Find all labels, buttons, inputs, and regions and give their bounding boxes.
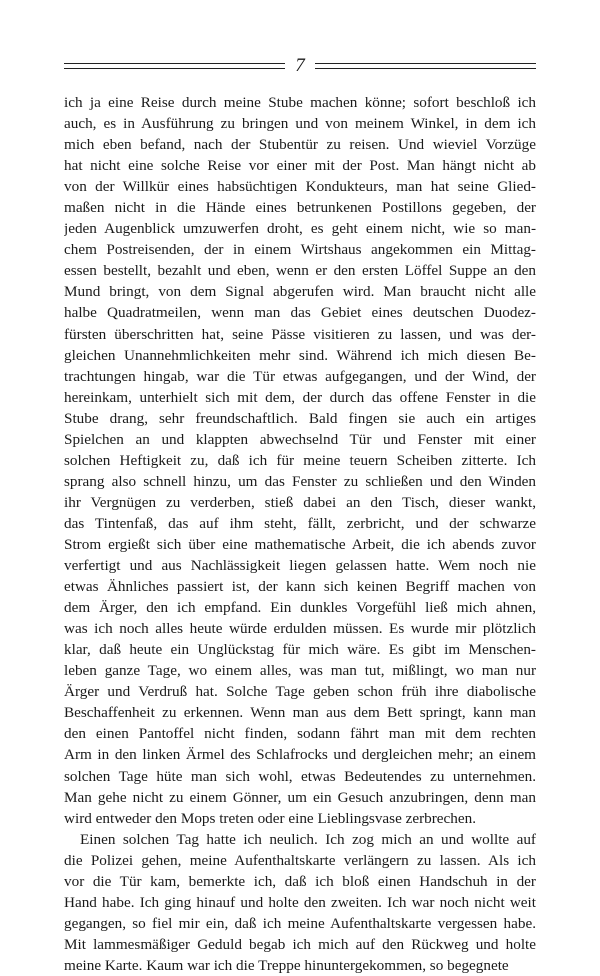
text-line: klar, daß heute ein Unglückstag für mich wäre. Es gibt im Menschen- [64,641,536,659]
text-line: jeden Augenblick umzuwerfen droht, es geht einem nicht, wie so man- [64,220,536,238]
text-line: Hand habe. Ich ging hinauf und holte den zweiten. Ich war noch nicht weit [64,893,536,911]
header-rule-left [64,63,285,69]
text-line: Mund bringt, von dem Signal abgerufen wird. Man braucht nicht alle [64,283,536,301]
text-line: Stube drang, sehr freundschaftlich. Bald fingen sie auch ein artiges [64,409,536,427]
text-line: das Tintenfaß, das auf ihm steht, fällt, zerbricht, und der schwarze [64,514,536,532]
text-line: chem Postreisenden, der in einem Wirtshaus angekommen ein Mittag- [64,241,536,259]
text-line: verfertigt und aus Nachlässigkeit liegen gelassen hatte. Wem noch nie [64,557,536,575]
text-line: wird entweder den Mops treten oder eine Lieblingsvase zerbrechen. [64,809,477,827]
header-rule-right [315,63,536,69]
text-line: vor die Tür kam, bemerkte ich, daß ich bloß einen Handschuh in der [64,872,536,890]
body-text [64,92,536,976]
text-line: Strom ergießt sich über eine mathematische Arbeit, die ich abends zuvor [64,535,536,553]
text-line: den einen Pantoffel nicht finden, sodann fährt man mit dem rechten [64,725,536,743]
text-line: leben ganze Tage, wo einem alles, was man tut, mißlingt, wo man nur [64,662,536,680]
text-line: hereinkam, unterhielt sich mit dem, der durch das offene Fenster in die [64,388,536,406]
text-line: gleichen Unannehmlichkeiten mehr sind. Während ich mich diesen Be- [64,346,536,364]
text-line: essen bestellt, bezahlt und eben, wenn er den ersten Löffel Suppe an den [64,262,536,280]
text-line: halbe Quadratmeilen, wenn man das Gebiet eines deutschen Duodez- [64,304,536,322]
text-line: Beschaffenheit zu erkennen. Wenn man aus dem Bett springt, kann man [64,704,536,722]
text-line: fürsten überschritten hat, seine Pässe visitieren zu lassen, und was der- [64,325,536,343]
text-line: was ich noch alles heute würde erdulden müssen. Es wurde mir plötzlich [64,620,536,638]
text-line: trachtungen hingab, war die Tür etwas aufgegangen, und der Wind, der [64,367,536,385]
page-header [64,56,536,76]
text-line: gegangen, so fiel mir ein, daß ich meine Aufenthaltskarte vergessen habe. [64,914,536,932]
text-line: von der Willkür eines habsüchtigen Kondukteurs, man hat seine Glied- [64,178,536,196]
text-line: solchen Heftigkeit zu, daß ich für meine teuern Scheiben zitterte. Ich [64,451,536,469]
text-line: ihr Vergnügen zu verderben, stieß dabei an den Tisch, dieser wankt, [64,493,536,511]
text-line: maßen nicht in die Hände eines betrunkenen Postillons gegeben, der [64,199,536,217]
text-line: sprang also schnell hinzu, um das Fenster zu schließen und den Winden [64,472,536,490]
text-line: auch, es in Ausführung zu bringen und von meinem Winkel, in dem ich [64,115,536,133]
text-line: hat nicht eine solche Reise vor einer mit der Post. Man hängt nicht ab [64,157,536,175]
text-line: Man gehe nicht zu einem Gönner, um ein Gesuch anzubringen, denn man [64,788,536,806]
text-line: etwas Ähnliches passiert ist, der kann sich keinen Begriff machen von [64,578,536,596]
text-line: ich ja eine Reise durch meine Stube machen könne; sofort beschloß ich [64,94,536,111]
page-number: 7 [295,55,305,76]
text-line: mich eben befand, nach der Stubentür zu reisen. Und wieviel Vorzüge [64,136,536,154]
text-line: solchen Tage hüte man sich wohl, etwas Bedeutendes zu unternehmen. [64,767,536,785]
text-line: Spielchen an und klappten abwechselnd Tür und Fenster mit einer [64,430,536,448]
text-line: meine Karte. Kaum war ich die Treppe hinuntergekommen, so begegnete [64,956,509,974]
text-line: Ärger und Verdruß hat. Solche Tage geben schon früh ihre diabolische [64,683,536,701]
text-line: Arm in den linken Ärmel des Schlafrocks und dergleichen mehr; an einem [64,746,536,764]
text-line: Mit lammesmäßiger Geduld begab ich mich auf den Rückweg und holte [64,935,536,953]
text-line: Einen solchen Tag hatte ich neulich. Ich zog mich an und wollte auf [80,830,536,848]
text-line: dem Ärger, den ich empfand. Ein dunkles Vorgefühl ließ mich ahnen, [64,599,536,617]
text-line: die Polizei gehen, meine Aufenthaltskarte verlängern zu lassen. Als ich [64,851,536,869]
